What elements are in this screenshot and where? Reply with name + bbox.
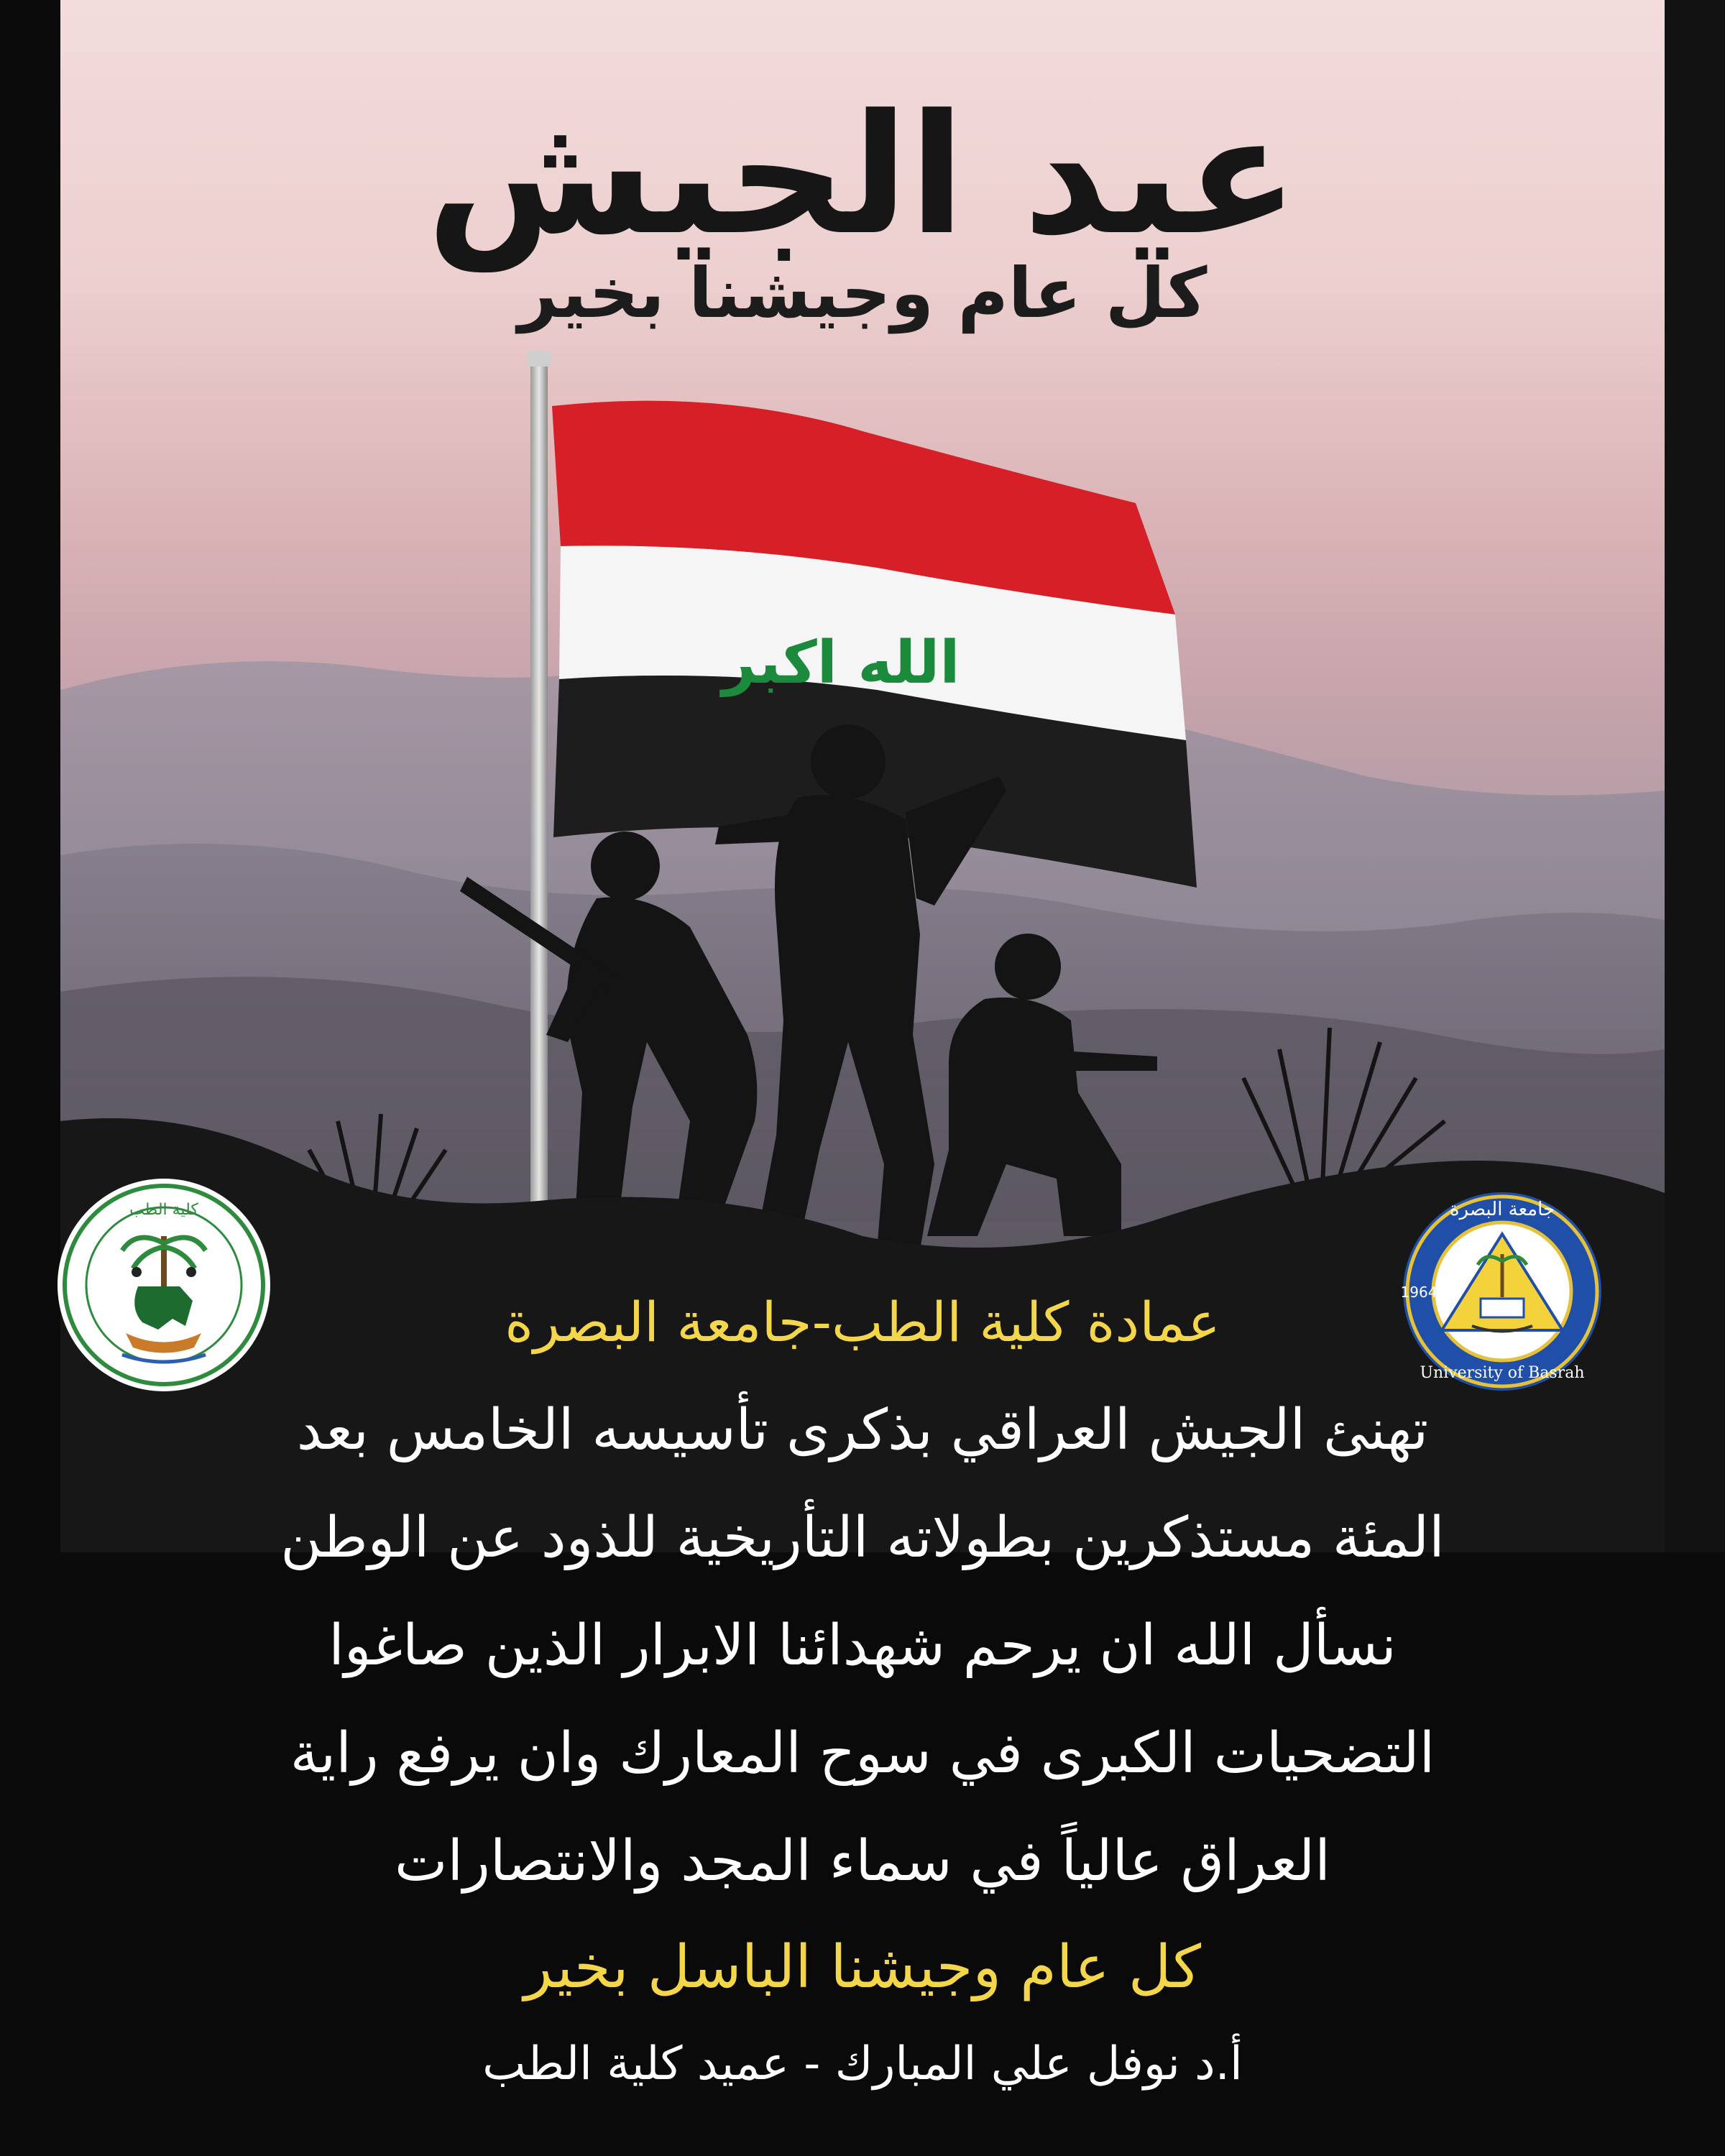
right-soldier-helmet [995, 934, 1061, 1000]
college-emblem-logo [58, 1179, 270, 1391]
message-line-2: المئة مستذكرين بطولاته التأريخية للذود عن الوطن [280, 1506, 1445, 1570]
middle-soldier-helmet [811, 724, 886, 799]
dean-signature: أ.د نوفل علي المبارك - عميد كلية الطب [482, 2037, 1243, 2091]
poster-title: عيد الجيش [426, 80, 1299, 272]
left-soldier-helmet [591, 831, 660, 900]
right-logo-year: 1964 [1400, 1284, 1438, 1301]
flag-inscription: الله اكبر [722, 629, 960, 697]
right-logo-arabic: جامعة البصرة [1449, 1199, 1555, 1220]
right-logo-english: University of Basrah [1420, 1364, 1585, 1382]
poster-subtitle: كل عام وجيشنا بخير [518, 253, 1208, 333]
left-logo-text: كلية الطب [129, 1201, 198, 1219]
message-line-5: العراق عالياً في سماء المجد والانتصارات [395, 1829, 1330, 1894]
message-line-3: نسأل الله ان يرحم شهدائنا الابرار الذين صاغوا [328, 1613, 1397, 1678]
flag-pole [530, 352, 548, 1229]
flag-pole-cap [527, 351, 551, 367]
college-of-medicine-emblem-icon [58, 1179, 270, 1391]
closing-greeting: كل عام وجيشنا الباسل بخير [523, 1933, 1202, 2001]
message-line-4: التضحيات الكبرى في سوح المعارك وان يرفع راية [290, 1721, 1435, 1786]
dean-office-heading: عمادة كلية الطب-جامعة البصرة [505, 1290, 1220, 1354]
message-line-1: تهنئ الجيش العراقي بذكرى تأسيسه الخامس بعد [296, 1398, 1429, 1462]
